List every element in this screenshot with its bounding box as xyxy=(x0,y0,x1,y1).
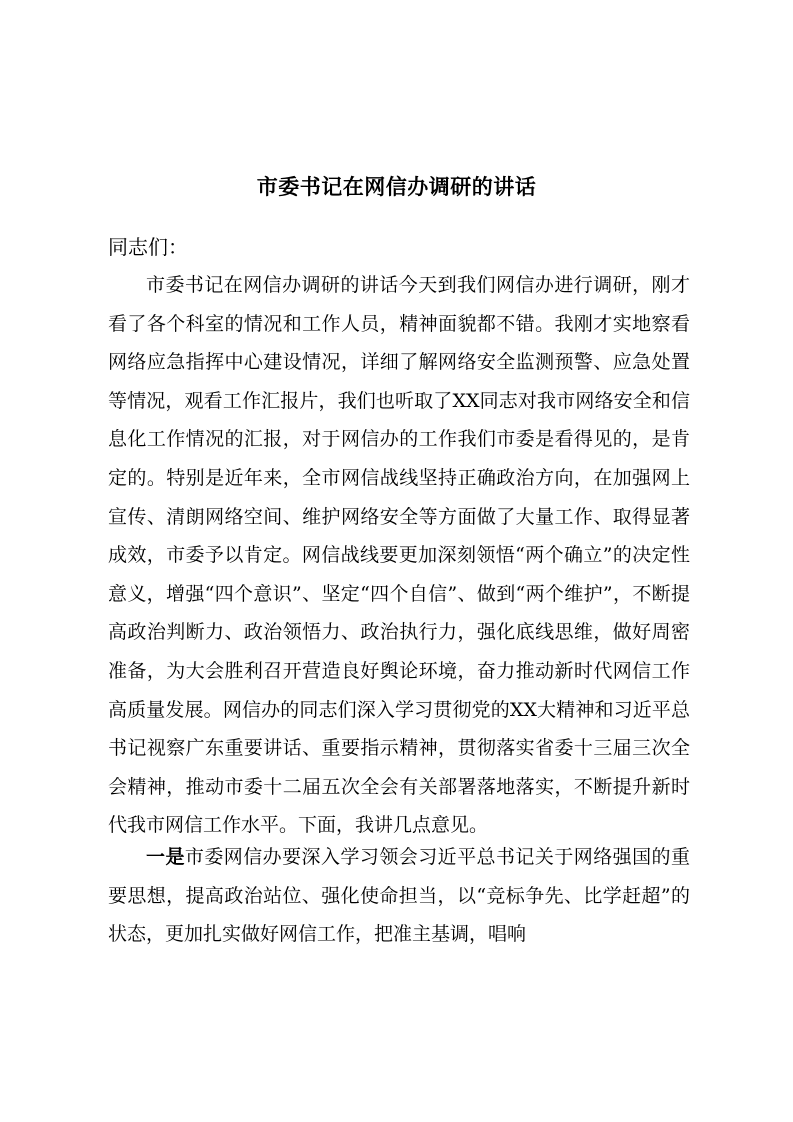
paragraph-1 xyxy=(108,266,690,845)
salutation: 同志们： xyxy=(108,235,188,259)
document-title: 市委书记在网信办调研的讲话 xyxy=(256,175,537,199)
paragraph-2 xyxy=(108,838,690,954)
paragraph-1-text: 市委书记在网信办调研的讲话今天到我们网信办进行调研，刚才看了各个科室的情况和工作人员，精神面貌都不错。我刚才实地察看网络应急指挥中心建设情况，详细了解网络安全监测预警、应急处置等情况，观看工作汇报片，我们也听取了XX同志对我市网络安全和信息化工作情况的汇报，对于网信办的工作我们市委是看得见的，是肯定的。特别是近年来，全市网信战线坚持正确政治方向，在加强网上宣传、清朗网络空间、维护网络安全等方面做了大量工作、取得显著成效，市委予以肯定。网信战线要更加深刻领悟“两个确立”的决定性意义，增强“四个意识”、坚定“四个自信”、做到“两个维护”，不断提高政治判断力、政治领悟力、政治执行力，强化底线思维，做好周密准备，为大会胜利召开营造良好舆论环境，奋力推动新时代网信工作高质量发展。网信办的同志们深入学习贯彻党的XX大精神和习近平总书记视察广东重要讲话、重要指示精神，贯彻落实省委十三届三次全会精神，推动市委十二届五次全会有关部署落地落实，不断提升新时代我市网信工作水平。下面，我讲几点意见。 xyxy=(108,274,690,837)
paragraph-2-text: 市委网信办要深入学习领会习近平总书记关于网络强国的重要思想，提高政治站位、强化使命担当，以“竞标争先、比学赶超”的状态，更加扎实做好网信工作，把准主基调，唱响 xyxy=(108,846,690,946)
paragraph-2-lead: 一是 xyxy=(146,846,185,868)
